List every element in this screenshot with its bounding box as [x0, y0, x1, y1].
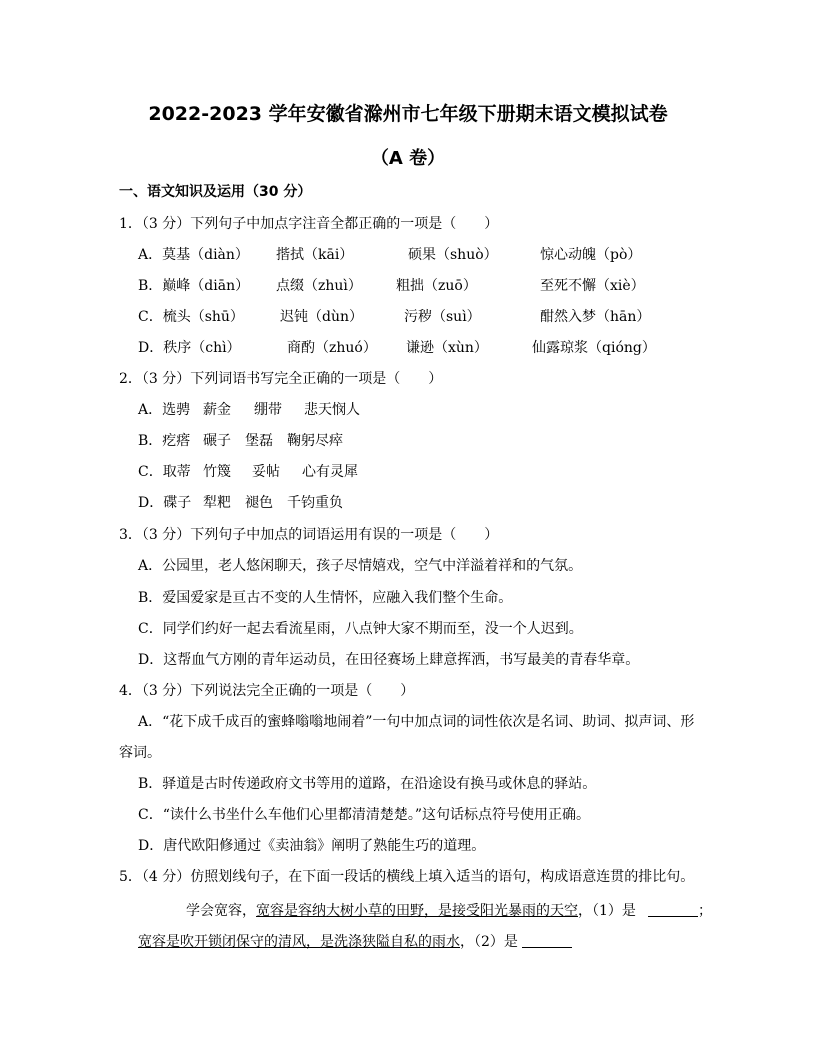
question-5-line-2	[138, 931, 572, 951]
option-cell: A．选骋	[138, 402, 191, 418]
question-4-option-c: C．“读什么书坐什么车他们心里都清清楚楚。”这句话标点符号使用正确。	[138, 807, 591, 823]
option-cell: 绷带	[254, 402, 282, 418]
underlined-sentence: 宽容是吹开锁闭保守的清风，是洗涤狭隘自私的雨水	[138, 934, 460, 950]
option-cell: 污秽（suì）	[404, 309, 481, 325]
question-4-stem: 4．（3 分）下列说法完全正确的一项是（ ）	[119, 683, 415, 699]
question-1-stem: 1．（3 分）下列句子中加点字注音全都正确的一项是（ ）	[119, 216, 499, 232]
passage-text: ；	[698, 903, 712, 919]
answer-blank-2[interactable]	[522, 933, 572, 948]
question-2-stem: 2．（3 分）下列词语书写完全正确的一项是（ ）	[119, 371, 443, 387]
page-title: 2022-2023 学年安徽省滁州市七年级下册期末语文模拟试卷	[148, 103, 668, 125]
question-3-option-d: D．这帮血气方刚的青年运动员，在田径赛场上肆意挥洒，书写最美的青春华章。	[138, 652, 640, 668]
question-3-option-b: B．爱国爱家是亘古不变的人生情怀，应融入我们整个生命。	[138, 590, 513, 606]
option-cell: 谦逊（xùn）	[406, 340, 488, 356]
option-cell: 碾子	[203, 433, 231, 449]
answer-blank-1[interactable]	[648, 900, 712, 920]
question-4-option-b: B．驿道是古时传递政府文书等用的道路，在沿途设有换马或休息的驿站。	[138, 776, 597, 792]
section-heading: 一、语文知识及运用（30 分）	[119, 184, 312, 200]
option-cell: 千钧重负	[287, 495, 343, 511]
question-4-option-a-cont: 容词。	[119, 745, 161, 761]
option-cell: C．梳头（shū）	[138, 309, 244, 325]
question-3-stem: 3．（3 分）下列句子中加点的词语运用有误的一项是（ ）	[119, 527, 499, 543]
option-cell: 犁粑	[203, 495, 231, 511]
option-cell: 悲天悯人	[304, 402, 360, 418]
option-cell: D．秩序（chì）	[138, 340, 241, 356]
page-subtitle: （A 卷）	[370, 148, 446, 169]
option-cell: 心有灵犀	[302, 464, 358, 480]
option-cell: C．取蒂	[138, 464, 191, 480]
option-cell: B．疙瘩	[138, 433, 191, 449]
option-cell: 硕果（shuò）	[408, 247, 498, 263]
underlined-sentence: 宽容是容纳大树小草的田野，是接受阳光暴雨的天空	[256, 903, 578, 919]
question-4-option-d: D．唐代欧阳修通过《卖油翁》阐明了熟能生巧的道理。	[138, 838, 486, 854]
question-3-option-c: C．同学们约好一起去看流星雨，八点钟大家不期而至，没一个人迟到。	[138, 621, 583, 637]
question-4-option-a: A．“花下成千成百的蜜蜂嗡嗡地闹着”一句中加点词的词性依次是名词、助词、拟声词、形	[138, 714, 695, 730]
option-cell: 仙露琼浆（qióng）	[532, 340, 656, 356]
option-cell: 粗拙（zuō）	[396, 278, 477, 294]
passage-text: 学会宽容，	[186, 903, 256, 919]
option-cell: 商酌（zhuó）	[287, 340, 377, 356]
option-cell: 褪色	[245, 495, 273, 511]
question-5-stem: 5．（4 分）仿照划线句子，在下面一段话的横线上填入适当的语句，构成语意连贯的排比句。	[119, 869, 695, 885]
option-cell: 鞠躬尽瘁	[287, 433, 343, 449]
option-cell: 至死不懈（xiè）	[540, 278, 645, 294]
passage-text: ，（1）是	[578, 903, 636, 919]
option-cell: A．莫基（diàn）	[138, 247, 249, 263]
option-cell: 堡磊	[245, 433, 273, 449]
option-cell: 点缀（zhuì）	[276, 278, 362, 294]
option-cell: 薪金	[203, 402, 231, 418]
question-5-line-1	[186, 900, 636, 920]
option-cell: D．碟子	[138, 495, 192, 511]
option-cell: 迟钝（dùn）	[280, 309, 363, 325]
option-cell: 妥帖	[252, 464, 280, 480]
option-cell: 酣然入梦（hān）	[540, 309, 651, 325]
blank-line[interactable]	[648, 902, 698, 917]
passage-text: ，（2）是	[460, 934, 518, 950]
option-cell: 竹篾	[203, 464, 231, 480]
question-3-option-a: A．公园里，老人悠闲聊天，孩子尽情嬉戏，空气中洋溢着祥和的气氛。	[138, 558, 583, 574]
option-cell: B．巅峰（diān）	[138, 278, 250, 294]
option-cell: 揩拭（kāi）	[276, 247, 354, 263]
option-cell: 惊心动魄（pò）	[540, 247, 642, 263]
